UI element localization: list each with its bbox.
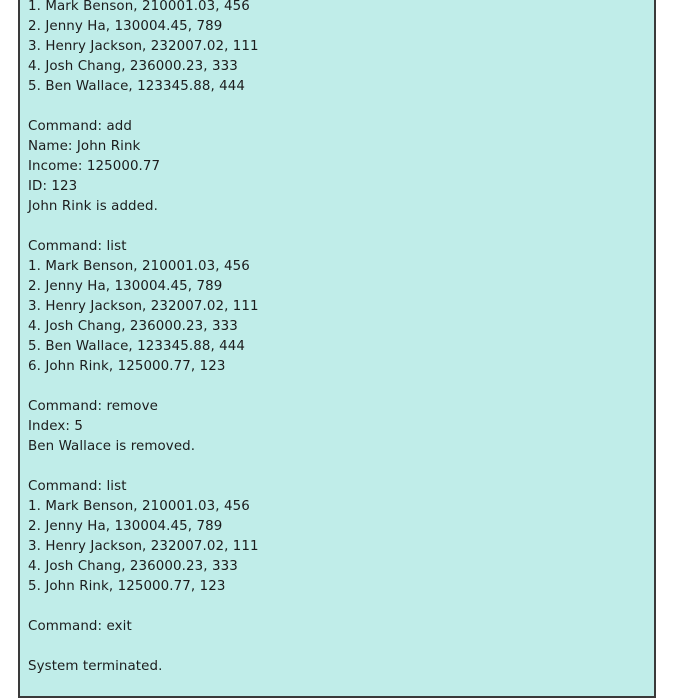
console-line: Income: 125000.77 <box>28 159 161 174</box>
console-line <box>28 377 259 397</box>
console-line: 5. Ben Wallace, 123345.88, 444 <box>28 339 246 354</box>
console-line: Command: remove <box>28 399 158 414</box>
console-line: Command: add <box>28 119 132 134</box>
console-line: 4. Josh Chang, 236000.23, 333 <box>28 59 238 74</box>
console-line: Name: John Rink <box>28 139 141 154</box>
console-output-panel <box>18 0 656 698</box>
console-line: 5. Ben Wallace, 123345.88, 444 <box>28 79 246 94</box>
console-line: 1. Mark Benson, 210001.03, 456 <box>28 259 250 274</box>
console-line: 5. John Rink, 125000.77, 123 <box>28 579 226 594</box>
console-line: 3. Henry Jackson, 232007.02, 111 <box>28 39 259 54</box>
console-line: 1. Mark Benson, 210001.03, 456 <box>28 0 250 14</box>
console-line <box>28 217 259 237</box>
console-line: 4. Josh Chang, 236000.23, 333 <box>28 559 238 574</box>
console-line: John Rink is added. <box>28 199 158 214</box>
console-line: 1. Mark Benson, 210001.03, 456 <box>28 499 250 514</box>
console-line <box>28 637 259 657</box>
console-line: Command: list <box>28 239 127 254</box>
console-line <box>28 97 259 117</box>
console-line: Index: 5 <box>28 419 83 434</box>
console-line: ID: 123 <box>28 179 78 194</box>
console-line: Ben Wallace is removed. <box>28 439 196 454</box>
console-line: System terminated. <box>28 659 163 674</box>
console-line: 2. Jenny Ha, 130004.45, 789 <box>28 279 223 294</box>
console-line: 4. Josh Chang, 236000.23, 333 <box>28 319 238 334</box>
console-line: 6. John Rink, 125000.77, 123 <box>28 359 226 374</box>
console-line: 2. Jenny Ha, 130004.45, 789 <box>28 519 223 534</box>
console-line: Command: exit <box>28 619 132 634</box>
console-line <box>28 597 259 617</box>
console-line: 2. Jenny Ha, 130004.45, 789 <box>28 19 223 34</box>
console-lines <box>28 0 259 677</box>
console-line: 3. Henry Jackson, 232007.02, 111 <box>28 539 259 554</box>
console-line: 3. Henry Jackson, 232007.02, 111 <box>28 299 259 314</box>
console-line <box>28 457 259 477</box>
console-line: Command: list <box>28 479 127 494</box>
